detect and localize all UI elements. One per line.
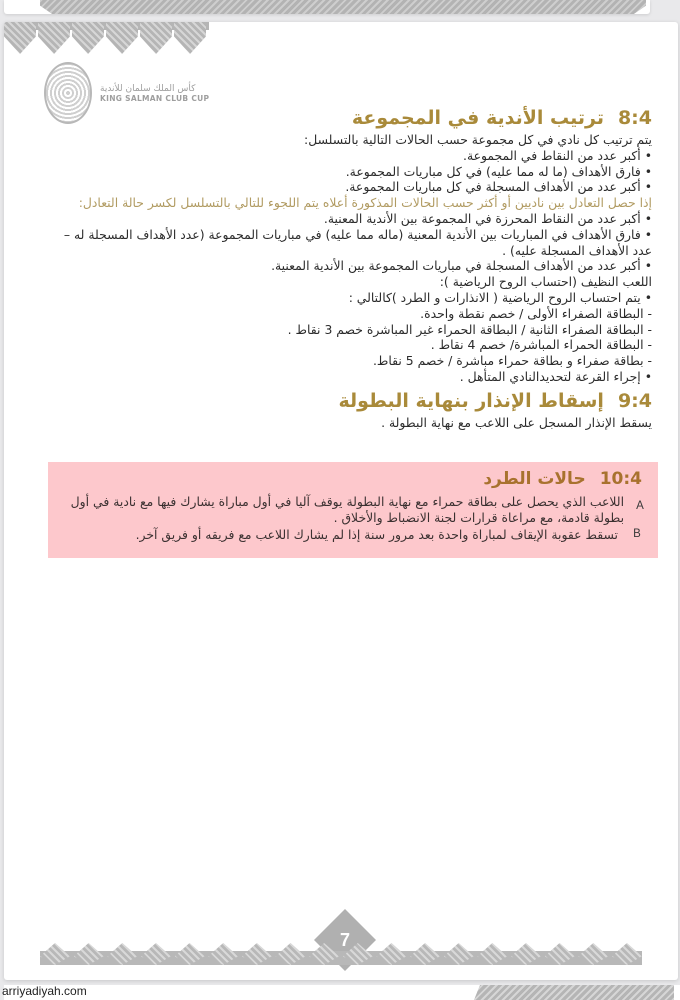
section-10-highlight: [48, 462, 658, 558]
logo-arabic-text: كأس الملك سلمان للأندية: [100, 83, 196, 94]
list-item: • أكبر عدد من النقاط في المجموعة.: [44, 148, 652, 164]
list-item: • أكبر عدد من الأهداف المسجلة في كل مباريات المجموعة.: [44, 179, 652, 195]
logo-english-text: KING SALMAN CLUB CUP: [100, 93, 210, 103]
section-8-heading: [44, 104, 652, 132]
top-ornament: [4, 22, 209, 52]
section-number: 10:4: [599, 469, 642, 489]
list-item: [60, 494, 646, 525]
ornament-diamond: [174, 22, 206, 54]
ornament-diamond: [140, 22, 172, 54]
list-item: • أكبر عدد من النقاط المحرزة في المجموعة بين الأندية المعنية.: [44, 211, 652, 227]
list-item: - البطاقة الحمراء المباشرة/ خصم 4 نقاط .: [44, 337, 652, 353]
section-9-heading: [44, 387, 652, 415]
ornament-diamond: [4, 22, 36, 54]
paragraph: يسقط الإنذار المسجل على اللاعب مع نهاية البطولة .: [381, 414, 652, 430]
list-item: [60, 527, 646, 543]
item-text: اللاعب الذي يحصل على بطاقة حمراء مع نهاية البطولة يوقف آليا في أول مباراة يشارك فيها مع نادية في أول بطولة قادمة، مع مراعاة قرارات لجنة الانضباط والأخلاق .: [70, 494, 625, 525]
list-item: - البطاقة الصفراء الثانية / البطاقة الحمراء غير المباشرة خصم 3 نقاط .: [44, 322, 652, 338]
tie-break-intro: إذا حصل التعادل بين ناديين أو أكثر حسب الحالات المذكورة أعلاه يتم اللجوء للتالي بالتسلسل لكسر حالة التعادل:: [78, 195, 652, 211]
section-10-heading: [60, 466, 646, 492]
list-item: - بطاقة صفراء و بطاقة حمراء مباشرة / خصم 5 نقاط.: [44, 353, 652, 369]
page-number: 7: [339, 929, 350, 950]
bottom-ornament: [40, 951, 642, 971]
section-title: إسقاط الإنذار بنهاية البطولة: [338, 389, 604, 412]
item-text: تسقط عقوبة الإيقاف لمباراة واحدة بعد مرور سنة إذا لم يشارك اللاعب مع فريقه أو فريق آخر.: [135, 527, 618, 542]
section-title: ترتيب الأندية في المجموعة: [351, 107, 604, 129]
list-item: • يتم احتساب الروح الرياضية ( الانذارات و الطرد )كالتالي :: [44, 290, 652, 306]
section-number: 9:4: [617, 389, 652, 412]
fairplay-title: اللعب النظيف (احتساب الروح الرياضية ):: [439, 274, 652, 290]
list-item: • فارق الأهداف في المباريات بين الأندية المعنية (ماله مما عليه) في مباريات المجموعة (عدد الأهداف المسجلة له – عدد الأهداف المسجلة عليه) .: [44, 227, 652, 259]
ornament-band: [40, 0, 646, 14]
list-item: • إجراء القرعة لتحديدالنادي المتأهل .: [44, 369, 652, 385]
item-letter: A: [636, 500, 644, 512]
list-item: • فارق الأهداف (ما له مما عليه) في كل مباريات المجموعة.: [44, 164, 652, 180]
page-content: [44, 104, 652, 431]
previous-page-edge: [4, 0, 650, 14]
list-item: • أكبر عدد من الأهداف المسجلة في مباريات المجموعة بين الأندية المعنية.: [44, 258, 652, 274]
ornament-diamond: [72, 22, 104, 54]
paragraph: يتم ترتيب كل نادي في كل مجموعة حسب الحالات التالية بالتسلسل:: [304, 132, 652, 147]
section-title: حالات الطرد: [483, 469, 586, 489]
item-letter: B: [633, 528, 641, 540]
ornament-diamond: [106, 22, 138, 54]
ornament-diamond: [38, 22, 70, 54]
list-item: - البطاقة الصفراء الأولى / خصم نقطة واحدة.: [44, 306, 652, 322]
section-number: 8:4: [617, 107, 652, 129]
next-page-ornament: [474, 985, 674, 1000]
site-watermark: arriyadiyah.com: [2, 984, 87, 998]
